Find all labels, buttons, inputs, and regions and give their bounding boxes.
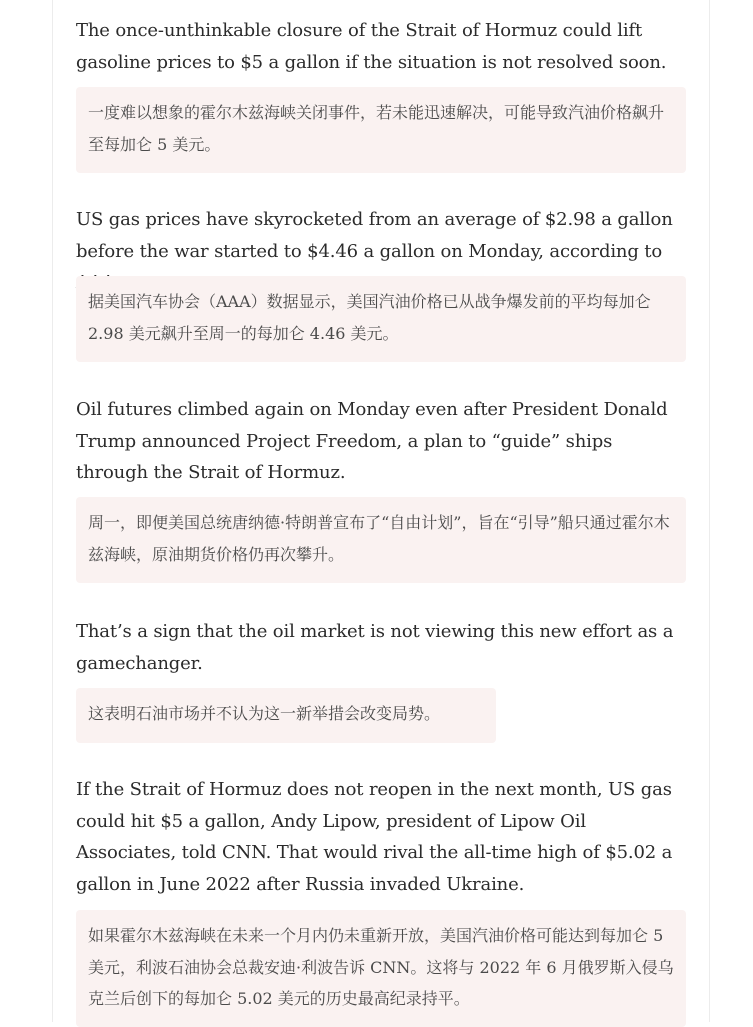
chinese-translation-1: 一度难以想象的霍尔木兹海峡关闭事件，若未能迅速解决，可能导致汽油价格飙升至每加仑 5 美元。 [76,87,686,173]
english-paragraph-2: US gas prices have skyrocketed from an average of $2.98 a gallon before the war started to $4.46 a gallon on Monday, according to [76,209,673,262]
chinese-translation-4: 这表明石油市场并不认为这一新举措会改变局势。 [76,688,496,743]
english-paragraph-5: If the Strait of Hormuz does not reopen in the next month, US gas could hit $5 a gallon, Andy Lipow, president of Lipow Oil Associates, told CNN. That would rival the all-time high of $5.02 a gallon in June 2022 after Russia invaded Ukraine. [76,779,678,895]
chinese-translation-2: 据美国汽车协会（AAA）数据显示，美国汽油价格已从战争爆发前的平均每加仑 2.98 美元飙升至周一的每加仑 4.46 美元。 [76,276,686,362]
english-paragraph-3: Oil futures climbed again on Monday even after President Donald Trump announced Project Freedom, a plan to “guide” ships through the Strait of Hormuz. [76,399,674,483]
english-paragraph-4: That’s a sign that the oil market is not viewing this new effort as a gamechanger. [76,621,679,674]
english-paragraph-1: The once-unthinkable closure of the Strait of Hormuz could lift gasoline prices to $5 a gallon if the situation is not resolved soon. [76,20,667,73]
chinese-translation-3: 周一，即便美国总统唐纳德·特朗普宣布了“自由计划”，旨在“引导”船只通过霍尔木兹海峡，原油期货价格仍再次攀升。 [76,497,686,583]
chinese-translation-5: 如果霍尔木兹海峡在未来一个月内仍未重新开放，美国汽油价格可能达到每加仑 5 美元，利波石油协会总裁安迪·利波告诉 CNN。这将与 2022 年 6 月俄罗斯入侵乌克兰后创下的每加仑 5.02 美元的历史最高纪录持平。 [76,910,686,1027]
